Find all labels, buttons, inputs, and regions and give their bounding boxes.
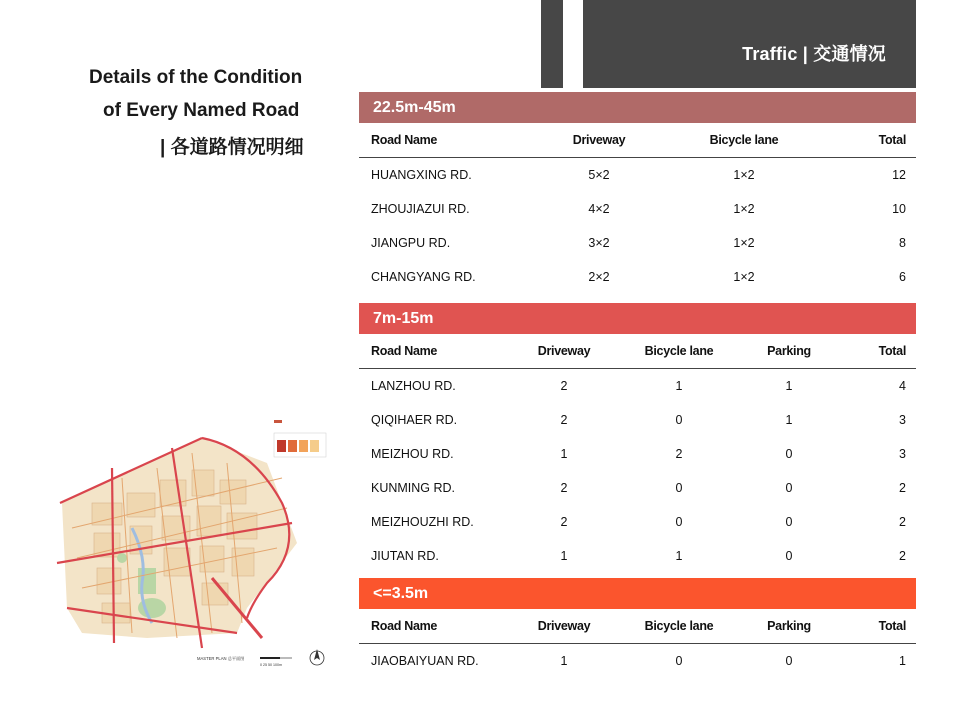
road-name-cell: KUNMING RD. <box>371 481 456 495</box>
road-table-22-45m <box>359 123 916 294</box>
table-cell: 0 <box>785 654 793 668</box>
table-row <box>359 158 916 193</box>
road-name-cell: LANZHOU RD. <box>371 379 456 393</box>
table-cell: 3 <box>899 447 906 461</box>
table-cell: 2 <box>560 481 568 495</box>
table-cell: 1×2 <box>733 168 755 182</box>
column-header: Total <box>819 123 916 158</box>
road-name-cell: CHANGYANG RD. <box>371 270 476 284</box>
column-header: Driveway <box>529 123 669 158</box>
column-header: Bicycle lane <box>619 609 739 644</box>
table-cell: 3 <box>899 413 906 427</box>
table-cell: 2 <box>899 515 906 529</box>
road-name-cell: MEIZHOUZHI RD. <box>371 515 474 529</box>
table-cell: 3×2 <box>588 236 610 250</box>
table-cell: 0 <box>675 481 683 495</box>
column-header: Bicycle lane <box>669 123 819 158</box>
table-cell: 2×2 <box>588 270 610 284</box>
table-header-row <box>359 123 916 158</box>
table-row <box>359 369 916 404</box>
section-title-line3: | 各道路情况明细 <box>160 137 304 158</box>
column-header: Road Name <box>359 609 509 644</box>
map-legend <box>274 420 326 457</box>
table-cell: 6 <box>899 270 906 284</box>
north-arrow-icon <box>310 649 324 665</box>
table-row <box>359 192 916 226</box>
table-cell: 1 <box>785 413 793 427</box>
width-band-22-45m: 22.5m-45m <box>359 92 916 123</box>
road-name-cell: JIAOBAIYUAN RD. <box>371 654 479 668</box>
scale-text: 0 25 50 100m <box>260 663 282 667</box>
scale-bar <box>260 657 292 667</box>
road-name-cell: JIANGPU RD. <box>371 236 451 250</box>
table-cell: 2 <box>560 379 568 393</box>
table-cell: 1 <box>560 447 568 461</box>
table-cell: 8 <box>899 236 906 250</box>
road-table-7-15m <box>359 334 916 573</box>
table-row <box>359 437 916 471</box>
header-accent-bar <box>541 0 563 88</box>
column-header: Parking <box>739 334 839 369</box>
table-cell: 1×2 <box>733 270 755 284</box>
table-cell: 2 <box>560 413 568 427</box>
table-cell: 1 <box>675 549 683 563</box>
section-title-line2: of Every Named Road <box>103 100 300 121</box>
table-cell: 5×2 <box>588 168 610 182</box>
column-header: Road Name <box>359 334 509 369</box>
table-row <box>359 403 916 437</box>
table-cell: 12 <box>892 168 906 182</box>
column-header: Road Name <box>359 123 529 158</box>
table-cell: 0 <box>785 549 793 563</box>
column-header: Driveway <box>509 334 619 369</box>
table-cell: 0 <box>785 515 793 529</box>
page-title: Traffic | 交通情况 <box>742 44 886 64</box>
table-cell: 0 <box>675 654 683 668</box>
table-cell: 0 <box>675 413 683 427</box>
road-name-cell: HUANGXING RD. <box>371 168 472 182</box>
table-cell: 1 <box>560 654 568 668</box>
table-cell: 1 <box>899 654 906 668</box>
table-cell: 2 <box>899 549 906 563</box>
table-cell: 1×2 <box>733 236 755 250</box>
road-name-cell: QIQIHAER RD. <box>371 413 458 427</box>
road-table-3-5m <box>359 609 916 678</box>
table-row <box>359 539 916 573</box>
table-cell: 4×2 <box>588 202 610 216</box>
table-row <box>359 260 916 294</box>
column-header: Total <box>839 334 916 369</box>
road-name-cell: ZHOUJIAZUI RD. <box>371 202 470 216</box>
table-header-row <box>359 334 916 369</box>
table-cell: 0 <box>675 515 683 529</box>
table-cell: 2 <box>899 481 906 495</box>
table-cell: 0 <box>785 481 793 495</box>
table-cell: 10 <box>892 202 906 216</box>
table-cell: 2 <box>675 447 683 461</box>
table-row <box>359 644 916 679</box>
width-band-3-5m: <=3.5m <box>359 578 916 609</box>
column-header: Bicycle lane <box>619 334 739 369</box>
road-name-cell: JIUTAN RD. <box>371 549 439 563</box>
table-row <box>359 226 916 260</box>
master-plan-map <box>52 408 332 688</box>
road-name-cell: MEIZHOU RD. <box>371 447 454 461</box>
section-title-line1: Details of the Condition <box>89 67 303 88</box>
width-band-7-15m: 7m-15m <box>359 303 916 334</box>
column-header: Parking <box>739 609 839 644</box>
table-cell: 1 <box>675 379 683 393</box>
table-row <box>359 471 916 505</box>
map-caption: MASTER PLAN 总平面图 <box>197 656 245 661</box>
table-header-row <box>359 609 916 644</box>
column-header: Total <box>839 609 916 644</box>
table-cell: 0 <box>785 447 793 461</box>
table-row <box>359 505 916 539</box>
column-header: Driveway <box>509 609 619 644</box>
table-cell: 1×2 <box>733 202 755 216</box>
table-cell: 1 <box>560 549 568 563</box>
table-cell: 4 <box>899 379 906 393</box>
table-cell: 2 <box>560 515 568 529</box>
table-cell: 1 <box>785 379 793 393</box>
